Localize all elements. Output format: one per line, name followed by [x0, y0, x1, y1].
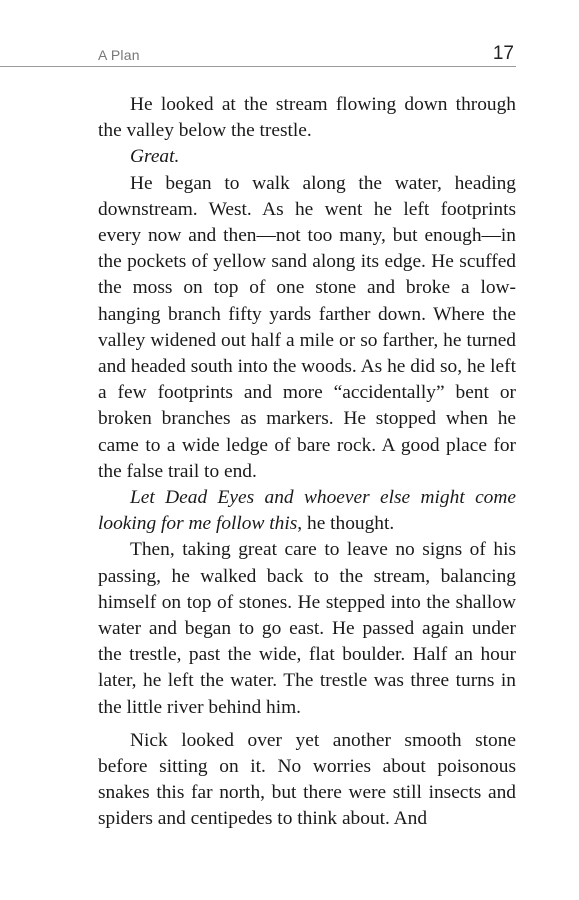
- chapter-title: A Plan: [98, 47, 140, 63]
- paragraph-4-rest: , he thought.: [297, 513, 395, 535]
- paragraph-5: Then, taking great care to leave no signs of his passing, he walked back to the stream, balancing himself on top of stones. He stepped into the shallow water and began to go east. He passed again under the trestle, past the wide, flat boulder. Half an hour later, he left the water. The trestle was three turns in the little river behind him.: [98, 539, 516, 718]
- paragraph-2: [98, 144, 516, 170]
- paragraph-4: [98, 485, 516, 537]
- page-number: 17: [492, 43, 514, 64]
- header-rule: [0, 66, 516, 67]
- paragraph-6: Nick looked over yet another smooth stone before sitting on it. No worries about poisonous snakes this far north, but there were still insects and spiders and centipedes to think about. And: [98, 729, 516, 830]
- paragraph-1: He looked at the stream flowing down through the valley below the trestle.: [98, 94, 516, 142]
- running-head: [98, 43, 514, 68]
- body-text: [98, 92, 516, 833]
- italic-thought-great: Great.: [130, 146, 180, 168]
- italic-thought: Let Dead Eyes and whoever else might come looking for me follow this: [98, 487, 516, 535]
- paragraph-3: He began to walk along the water, heading downstream. West. As he went he left footprints every now and then—not too many, but enough—in the pockets of yellow sand along its edge. He scuffed the moss on top of one stone and broke a low-hanging branch fifty yards farther down. Where the valley widened out half a mile or so farther, he turned and headed south into the woods. As he did so, he left a few footprints and more “accidentally” bent or broken branches as markers. He stopped when he came to a wide ledge of bare rock. A good place for the false trail to end.: [98, 172, 516, 482]
